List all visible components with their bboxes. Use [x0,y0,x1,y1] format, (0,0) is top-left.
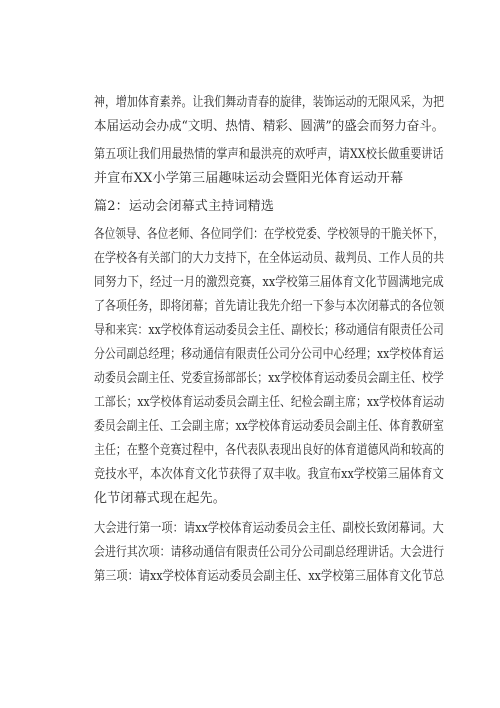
text-line: 大会进行第一项：请xx学校体育运动委员会主任、副校长致闭幕词。大 [94,521,444,536]
text-line: 化节闭幕式现在起先。 [94,491,227,506]
section-heading: 篇2：运动会闭幕式主持词精选 [94,199,275,214]
text-line: 委员会副主任、工会副主席；xx学校体育运动委员会副主任、体育教研室 [94,419,444,434]
text-line: 第三项：请xx学校体育运动委员会副主任、xx学校第三届体育文化节总 [94,569,445,584]
text-line: 各位领导、各位老师、各位同学们：在学校党委、学校领导的干脆关怀下， [94,227,445,242]
text-line: 竞技水平，本次体育文化节获得了双丰收。我宣布xx学校第三届体育文 [94,467,444,482]
text-line: 导和来宾：xx学校体育运动委员会主任、副校长；移动通信有限责任公司 [94,323,444,338]
text-line: 本届运动会办成“文明、热情、精彩、圆满”的盛会而努力奋斗。 [94,119,445,134]
text-line: 第五项让我们用最热情的掌声和最洪亮的欢呼声，请XX校长做重要讲话 [94,147,444,162]
text-line: 工部长；xx学校体育运动委员会副主任、纪检会副主席；xx学校体育运动 [94,395,445,410]
text-line: 了各项任务，即将闭幕；首先请让我先介绍一下参与本次闭幕式的各位领 [94,299,445,314]
text-line: 在学校各有关部门的大力支持下，在全体运动员、裁判员、工作人员的共 [94,251,445,266]
text-line: 神，增加体育素养。让我们舞动青春的旋律，装饰运动的无限风采，为把 [94,95,445,110]
text-line: 会进行其次项：请移动通信有限责任公司分公司副总经理讲话。大会进行 [94,545,445,560]
text-line: 动委员会副主任、党委宣扬部部长；xx学校体育运动委员会副主任、校学 [94,371,444,386]
text-line: 同努力下，经过一月的激烈竞赛，xx学校第三届体育文化节圆满地完成 [94,275,444,290]
text-line: 分公司副总经理；移动通信有限责任公司分公司中心经理；xx学校体育运 [94,347,444,362]
text-line: 主任；在整个竞赛过程中，各代表队表现出良好的体育道德风尚和较高的 [94,443,445,458]
text-line: 并宣布XX小学第三届趣味运动会暨阳光体育运动开幕 [94,171,404,186]
